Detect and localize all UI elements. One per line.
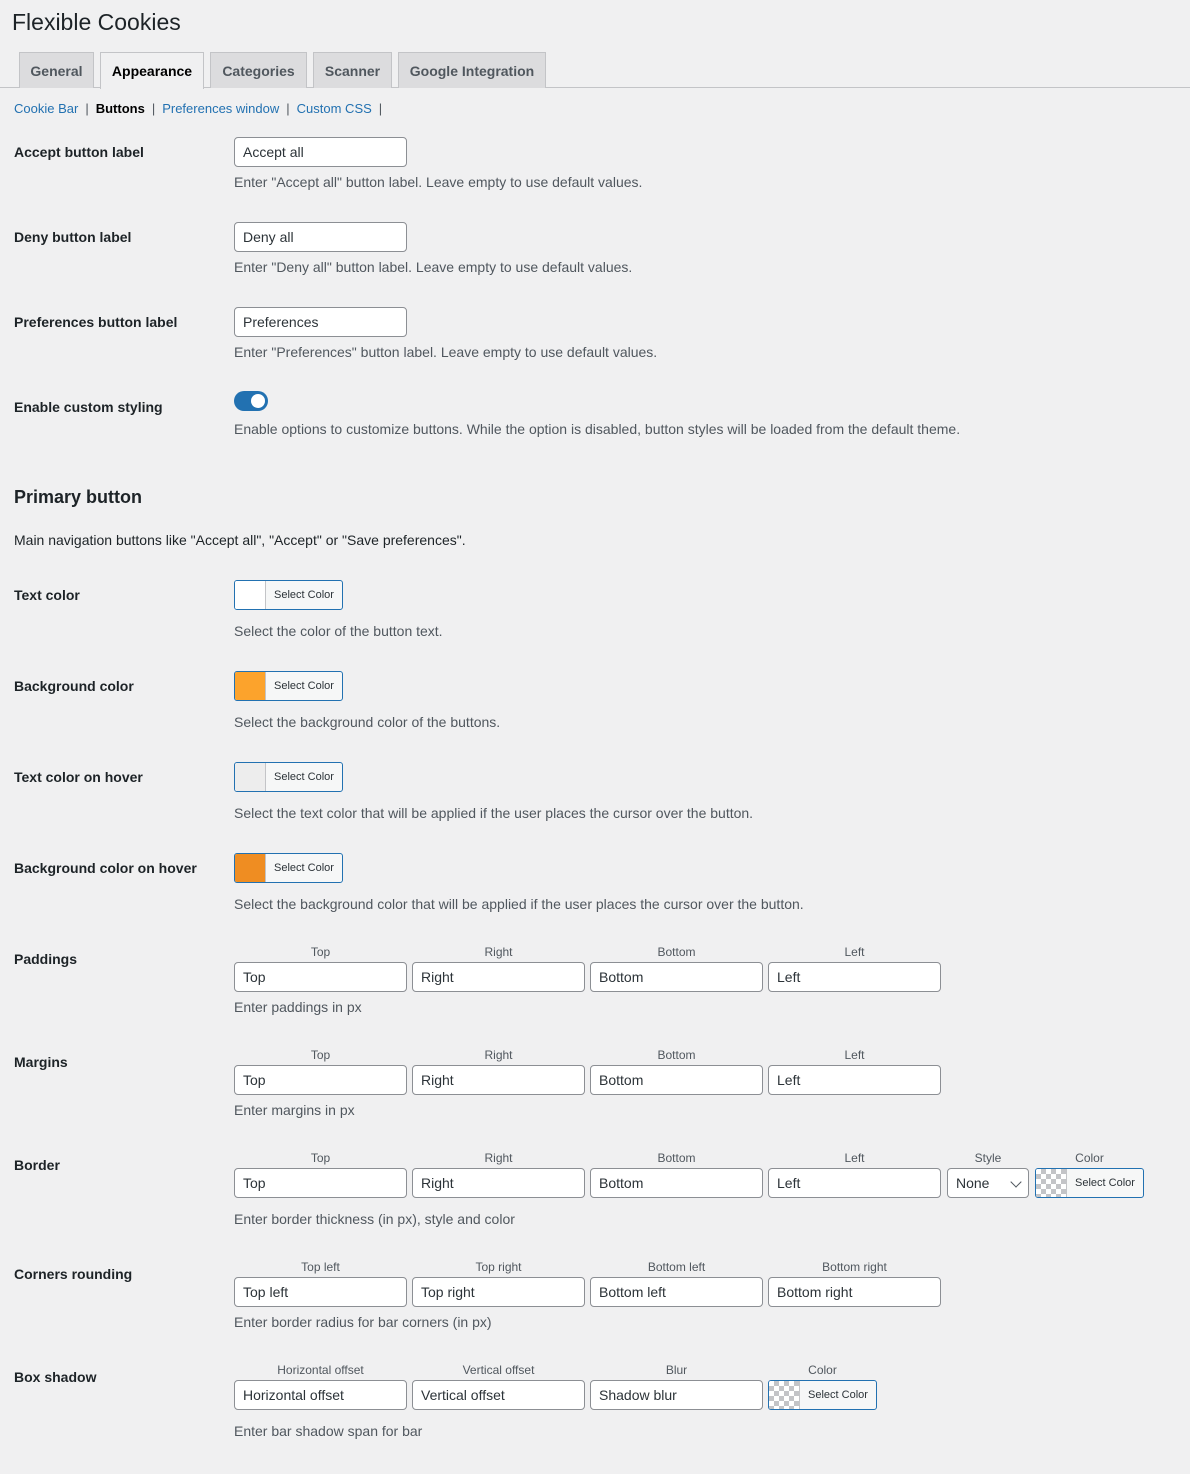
subnav-preferences-window[interactable]: Preferences window	[162, 101, 280, 116]
text-color-picker[interactable]	[234, 580, 343, 610]
chevron-down-icon	[1010, 1176, 1021, 1187]
margin-right-input[interactable]	[412, 1065, 585, 1095]
corner-top-left-caption: Top left	[301, 1260, 340, 1274]
border-color-caption: Color	[1075, 1151, 1104, 1165]
paddings-desc: Enter paddings in px	[234, 999, 362, 1015]
select-color-label: Select Color	[274, 589, 334, 601]
margin-top-caption: Top	[310, 1048, 331, 1062]
subnav-buttons[interactable]: Buttons	[95, 101, 145, 116]
subnav-separator: |	[378, 101, 383, 116]
corner-top-right-input[interactable]	[412, 1277, 585, 1307]
border-top-input[interactable]	[234, 1168, 407, 1198]
padding-left-input[interactable]	[768, 962, 941, 992]
custom-styling-toggle[interactable]	[234, 391, 268, 411]
padding-right-caption: Right	[484, 945, 513, 959]
corners-label: Corners rounding	[14, 1266, 133, 1282]
margin-right-caption: Right	[484, 1048, 513, 1062]
text-hover-desc: Select the text color that will be applied if the user places the cursor over the button.	[234, 805, 754, 821]
preferences-desc: Enter "Preferences" button label. Leave empty to use default values.	[234, 344, 658, 360]
deny-desc: Enter "Deny all" button label. Leave empty to use default values.	[234, 259, 633, 275]
page-title: Flexible Cookies	[12, 9, 181, 35]
color-swatch	[235, 763, 266, 791]
border-left-input[interactable]	[768, 1168, 941, 1198]
corner-top-right-caption: Top right	[475, 1260, 522, 1274]
shadow-blur-input[interactable]	[590, 1380, 763, 1410]
margins-desc: Enter margins in px	[234, 1102, 355, 1118]
shadow-horizontal-input[interactable]	[234, 1380, 407, 1410]
border-style-value: None	[956, 1175, 990, 1191]
bg-hover-label: Background color on hover	[14, 860, 197, 876]
margins-label: Margins	[14, 1054, 68, 1070]
margin-top-input[interactable]	[234, 1065, 407, 1095]
border-right-input[interactable]	[412, 1168, 585, 1198]
border-label: Border	[14, 1157, 60, 1173]
margin-left-input[interactable]	[768, 1065, 941, 1095]
transparent-swatch	[1036, 1169, 1067, 1197]
border-bottom-input[interactable]	[590, 1168, 763, 1198]
shadow-color-picker[interactable]	[768, 1380, 877, 1410]
border-top-caption: Top	[310, 1151, 331, 1165]
shadow-color-caption: Color	[808, 1363, 837, 1377]
tab-general[interactable]: General	[19, 52, 94, 88]
tab-appearance[interactable]: Appearance	[100, 52, 204, 89]
margin-bottom-input[interactable]	[590, 1065, 763, 1095]
select-color-label: Select Color	[1075, 1177, 1135, 1189]
padding-right-input[interactable]	[412, 962, 585, 992]
tab-google-integration[interactable]: Google Integration	[398, 52, 546, 88]
bg-color-desc: Select the background color of the buttons.	[234, 714, 501, 730]
deny-label: Deny button label	[14, 229, 132, 245]
shadow-vertical-caption: Vertical offset	[462, 1363, 535, 1377]
preferences-button-label-input[interactable]	[234, 307, 407, 337]
padding-top-caption: Top	[310, 945, 331, 959]
shadow-vertical-input[interactable]	[412, 1380, 585, 1410]
tab-scanner[interactable]: Scanner	[313, 52, 392, 88]
subnav-cookie-bar[interactable]: Cookie Bar	[14, 101, 79, 116]
corner-bottom-right-caption: Bottom right	[822, 1260, 887, 1274]
border-color-picker[interactable]	[1035, 1168, 1144, 1198]
border-left-caption: Left	[844, 1151, 865, 1165]
subnav-separator: |	[151, 101, 156, 116]
bg-color-label: Background color	[14, 678, 134, 694]
box-shadow-desc: Enter bar shadow span for bar	[234, 1423, 423, 1439]
box-shadow-label: Box shadow	[14, 1369, 97, 1385]
accept-label: Accept button label	[14, 144, 144, 160]
accept-desc: Enter "Accept all" button label. Leave empty to use default values.	[234, 174, 643, 190]
shadow-blur-caption: Blur	[665, 1363, 688, 1377]
select-color-label: Select Color	[274, 862, 334, 874]
select-color-label: Select Color	[274, 680, 334, 692]
custom-styling-desc: Enable options to customize buttons. While the option is disabled, button styles will be loaded from the default theme.	[234, 421, 961, 437]
text-hover-label: Text color on hover	[14, 769, 143, 785]
bg-color-picker[interactable]	[234, 671, 343, 701]
border-right-caption: Right	[484, 1151, 513, 1165]
padding-bottom-input[interactable]	[590, 962, 763, 992]
subnav-separator: |	[85, 101, 89, 116]
deny-button-label-input[interactable]	[234, 222, 407, 252]
primary-button-desc: Main navigation buttons like "Accept all", "Accept" or "Save preferences".	[14, 532, 466, 548]
subnav-custom-css[interactable]: Custom CSS	[296, 101, 372, 116]
primary-button-title: Primary button	[14, 487, 143, 507]
border-style-caption: Style	[974, 1151, 1002, 1165]
text-color-label: Text color	[14, 587, 80, 603]
bg-hover-desc: Select the background color that will be applied if the user places the cursor over the button.	[234, 896, 804, 912]
select-color-label: Select Color	[274, 771, 334, 783]
margin-bottom-caption: Bottom	[657, 1048, 696, 1062]
corner-bottom-right-input[interactable]	[768, 1277, 941, 1307]
border-bottom-caption: Bottom	[657, 1151, 696, 1165]
border-style-select[interactable]	[947, 1168, 1029, 1198]
custom-styling-label: Enable custom styling	[14, 399, 163, 415]
margin-left-caption: Left	[844, 1048, 865, 1062]
paddings-label: Paddings	[14, 951, 78, 967]
tab-categories[interactable]: Categories	[210, 52, 307, 88]
corners-desc: Enter border radius for bar corners (in px)	[234, 1314, 492, 1330]
padding-left-caption: Left	[844, 945, 865, 959]
subnav	[14, 101, 389, 116]
padding-bottom-caption: Bottom	[657, 945, 696, 959]
text-hover-color-picker[interactable]	[234, 762, 343, 792]
shadow-horizontal-caption: Horizontal offset	[277, 1363, 364, 1377]
corner-bottom-left-caption: Bottom left	[647, 1260, 706, 1274]
bg-hover-color-picker[interactable]	[234, 853, 343, 883]
toggle-knob	[251, 394, 265, 408]
subnav-separator: |	[286, 101, 290, 116]
accept-button-label-input[interactable]	[234, 137, 407, 167]
color-swatch	[235, 581, 266, 609]
corner-bottom-left-input[interactable]	[590, 1277, 763, 1307]
corner-top-left-input[interactable]	[234, 1277, 407, 1307]
select-color-label: Select Color	[808, 1389, 868, 1401]
color-swatch	[235, 854, 266, 882]
transparent-swatch	[769, 1381, 800, 1409]
padding-top-input[interactable]	[234, 962, 407, 992]
text-color-desc: Select the color of the button text.	[234, 623, 443, 639]
color-swatch	[235, 672, 266, 700]
preferences-label: Preferences button label	[14, 314, 178, 330]
border-desc: Enter border thickness (in px), style and color	[234, 1211, 515, 1227]
tab-bar	[0, 52, 1190, 88]
